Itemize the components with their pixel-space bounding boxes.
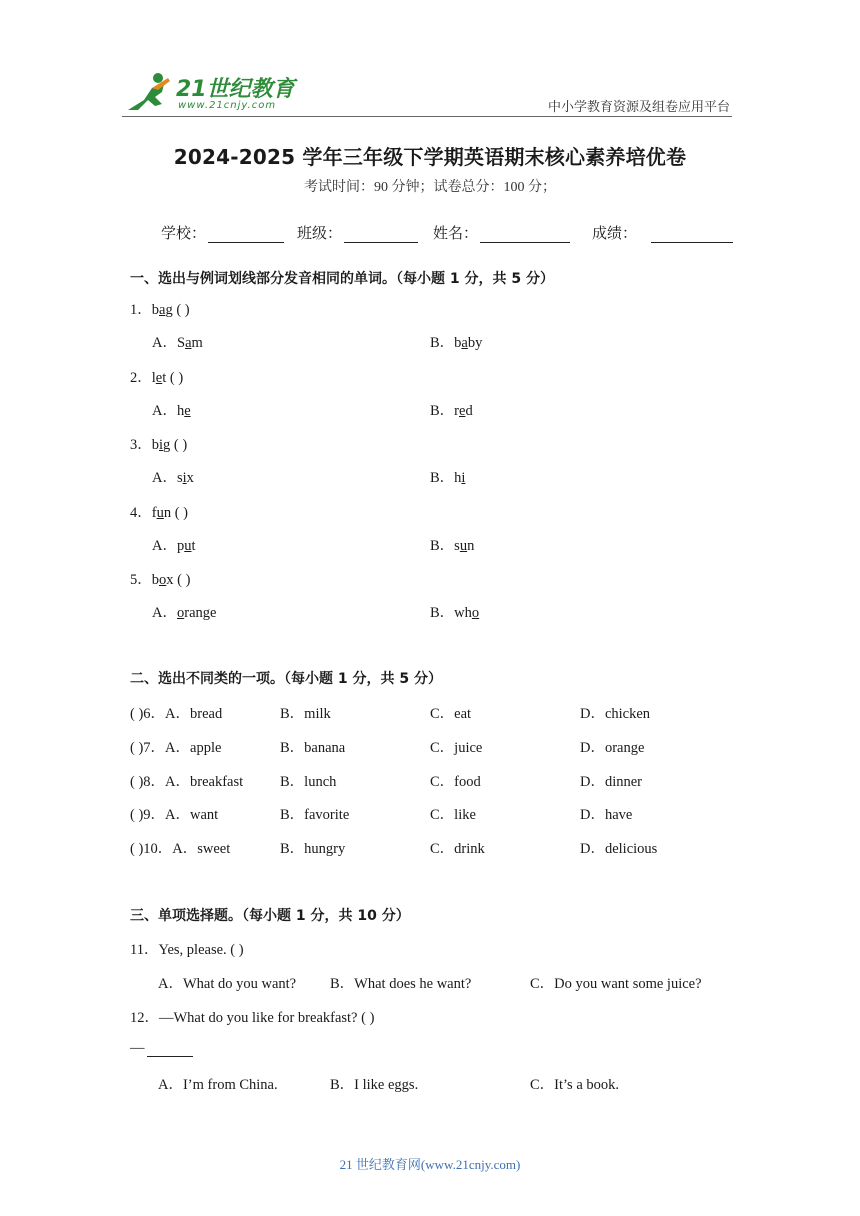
school-blank[interactable] [208, 226, 284, 243]
underlined-letter: i [182, 470, 187, 486]
underlined-letter: o [471, 605, 480, 621]
word-part: range [184, 605, 217, 621]
question-7-option-d[interactable]: D．orange [580, 739, 645, 756]
name-field[interactable] [433, 222, 570, 243]
score-label: 成绩： [592, 224, 638, 242]
word-part: t ( ) [162, 369, 184, 386]
section-2-heading: 二、选出不同类的一项。（每小题 1 分，共 5 分） [130, 671, 442, 687]
question-11-stem: 11．Yes, please. ( ) [130, 942, 244, 958]
question-11-option-b[interactable]: B．What does he want? [330, 976, 472, 992]
word-part: wh [454, 605, 472, 621]
option-label: B． [430, 402, 455, 419]
word-part: g ( ) [165, 302, 190, 318]
school-field[interactable] [161, 222, 284, 243]
underlined-letter: a [461, 335, 468, 351]
question-12-option-b[interactable]: B．I like eggs. [330, 1077, 419, 1093]
question-8-option-d[interactable]: D．dinner [580, 773, 643, 790]
option-label: A． [152, 605, 177, 621]
question-3-option-b[interactable] [430, 466, 465, 487]
school-label: 学校： [161, 224, 207, 242]
option-label: B． [430, 470, 455, 486]
question-number: 1． [130, 302, 152, 318]
question-7-option-b[interactable]: B．banana [280, 739, 346, 756]
underlined-letter: a [185, 335, 192, 351]
answer-dash: — [130, 1040, 145, 1056]
underlined-letter: o [159, 572, 167, 588]
word-part: p [176, 537, 185, 554]
answer-blank[interactable] [147, 1042, 193, 1057]
question-6-stem: ( )6．A．bread [130, 706, 223, 722]
word-part: s [454, 537, 460, 554]
question-6-option-d[interactable]: D．chicken [580, 706, 651, 722]
word-part: n ( ) [163, 504, 189, 521]
word-part: d [465, 402, 473, 419]
logo-url: www.21cnjy.com [178, 100, 277, 111]
word-part: m [191, 335, 203, 351]
question-4-stem [130, 501, 188, 522]
name-blank[interactable] [480, 226, 570, 243]
score-blank[interactable] [651, 226, 733, 243]
question-number: 5． [130, 572, 152, 588]
question-5-option-a[interactable] [152, 601, 216, 622]
word-part: b [151, 302, 159, 318]
question-9-stem: ( )9．A．want [130, 807, 219, 824]
word-part: x [186, 470, 194, 486]
question-12-option-c[interactable]: C．It’s a book. [530, 1077, 620, 1093]
question-10-option-d[interactable]: D．delicious [580, 841, 658, 858]
word-part: h [176, 402, 185, 419]
page-title: 2024-2025 学年三年级下学期英语期末核心素养培优卷 [173, 145, 687, 169]
score-field[interactable] [592, 222, 733, 243]
section-1-heading: 一、选出与例词划线部分发音相同的单词。（每小题 1 分，共 5 分） [130, 271, 554, 287]
question-9-option-b[interactable]: B．favorite [280, 807, 350, 824]
question-12-stem: 12．—What do you like for breakfast? ( ) [130, 1010, 375, 1026]
logo-text: 21世纪教育 [176, 77, 295, 102]
question-8-stem: ( )8．A．breakfast [130, 773, 244, 790]
option-label: A． [152, 335, 177, 351]
question-10-option-b[interactable]: B．hungry [280, 841, 346, 858]
question-4-option-b[interactable] [430, 534, 474, 555]
question-7-option-c[interactable]: C．juice [430, 739, 483, 756]
header-divider [122, 116, 732, 117]
question-12-answer-line[interactable] [130, 1040, 193, 1057]
word-part: r [454, 402, 460, 419]
question-11-option-c[interactable]: C．Do you want some juice? [530, 976, 702, 992]
word-part: b [151, 437, 159, 453]
question-8-option-c[interactable]: C．food [430, 773, 481, 790]
question-2-option-a[interactable] [152, 399, 191, 420]
word-part: s [176, 470, 183, 486]
question-9-option-c[interactable]: C．like [430, 807, 476, 824]
question-12-option-a[interactable]: A．I’m from China. [158, 1077, 278, 1093]
word-part: b [151, 572, 159, 588]
underlined-letter: o [176, 605, 185, 621]
question-1-option-a[interactable] [152, 331, 203, 352]
underlined-letter: u [459, 537, 468, 554]
question-7-stem: ( )7．A．apple [130, 739, 222, 756]
option-label: B． [430, 605, 455, 621]
question-6-option-b[interactable]: B．milk [280, 706, 331, 722]
underlined-letter: i [159, 437, 164, 453]
underlined-letter: e [155, 369, 163, 386]
question-11-option-a[interactable]: A．What do you want? [158, 976, 297, 992]
underlined-letter: e [184, 402, 191, 419]
word-part: g ( ) [163, 437, 188, 453]
word-part: t [191, 537, 196, 554]
option-label: A． [152, 537, 177, 554]
question-2-option-b[interactable] [430, 399, 473, 420]
option-label: A． [152, 470, 177, 486]
option-label: B． [430, 537, 455, 554]
section-3-heading: 三、单项选择题。（每小题 1 分，共 10 分） [130, 908, 410, 924]
word-part: x ( ) [166, 572, 191, 588]
question-4-option-a[interactable] [152, 534, 196, 555]
logo [122, 70, 295, 116]
question-3-stem [130, 433, 187, 454]
question-5-option-b[interactable] [430, 601, 479, 622]
question-9-option-d[interactable]: D．have [580, 807, 633, 824]
underlined-letter: i [461, 470, 466, 486]
question-1-option-b[interactable] [430, 331, 482, 352]
question-8-option-b[interactable]: B．lunch [280, 773, 337, 790]
question-number: 3． [130, 437, 152, 453]
class-blank[interactable] [344, 226, 418, 243]
option-label: A． [152, 402, 177, 419]
word-part: n [467, 537, 475, 554]
underlined-letter: a [159, 302, 166, 318]
name-label: 姓名： [433, 224, 479, 242]
question-1-stem [130, 298, 190, 319]
word-part: S [176, 335, 186, 351]
question-number: 2． [130, 369, 152, 386]
question-number: 4． [130, 504, 152, 521]
word-part: f [151, 504, 157, 521]
question-3-option-a[interactable] [152, 466, 194, 487]
class-field[interactable] [297, 222, 418, 243]
question-10-option-c[interactable]: C．drink [430, 841, 485, 858]
exam-info: 考试时间：90 分钟；试卷总分：100 分； [304, 180, 556, 195]
site-tag: 中小学教育资源及组卷应用平台 [547, 99, 730, 114]
word-part: l [151, 369, 156, 386]
option-label: B． [430, 335, 455, 351]
underlined-letter: u [156, 504, 164, 521]
question-2-stem [130, 366, 183, 387]
question-5-stem [130, 568, 190, 589]
class-label: 班级： [297, 224, 343, 242]
word-part: h [454, 470, 462, 486]
word-part: b [454, 335, 462, 351]
question-6-option-c[interactable]: C．eat [430, 706, 472, 722]
word-part: by [467, 335, 483, 351]
underlined-letter: u [184, 537, 192, 554]
question-10-stem: ( )10．A．sweet [130, 841, 231, 858]
underlined-letter: e [459, 402, 466, 419]
footer-link[interactable]: 21 世纪教育网(www.21cnjy.com) [339, 1157, 521, 1172]
